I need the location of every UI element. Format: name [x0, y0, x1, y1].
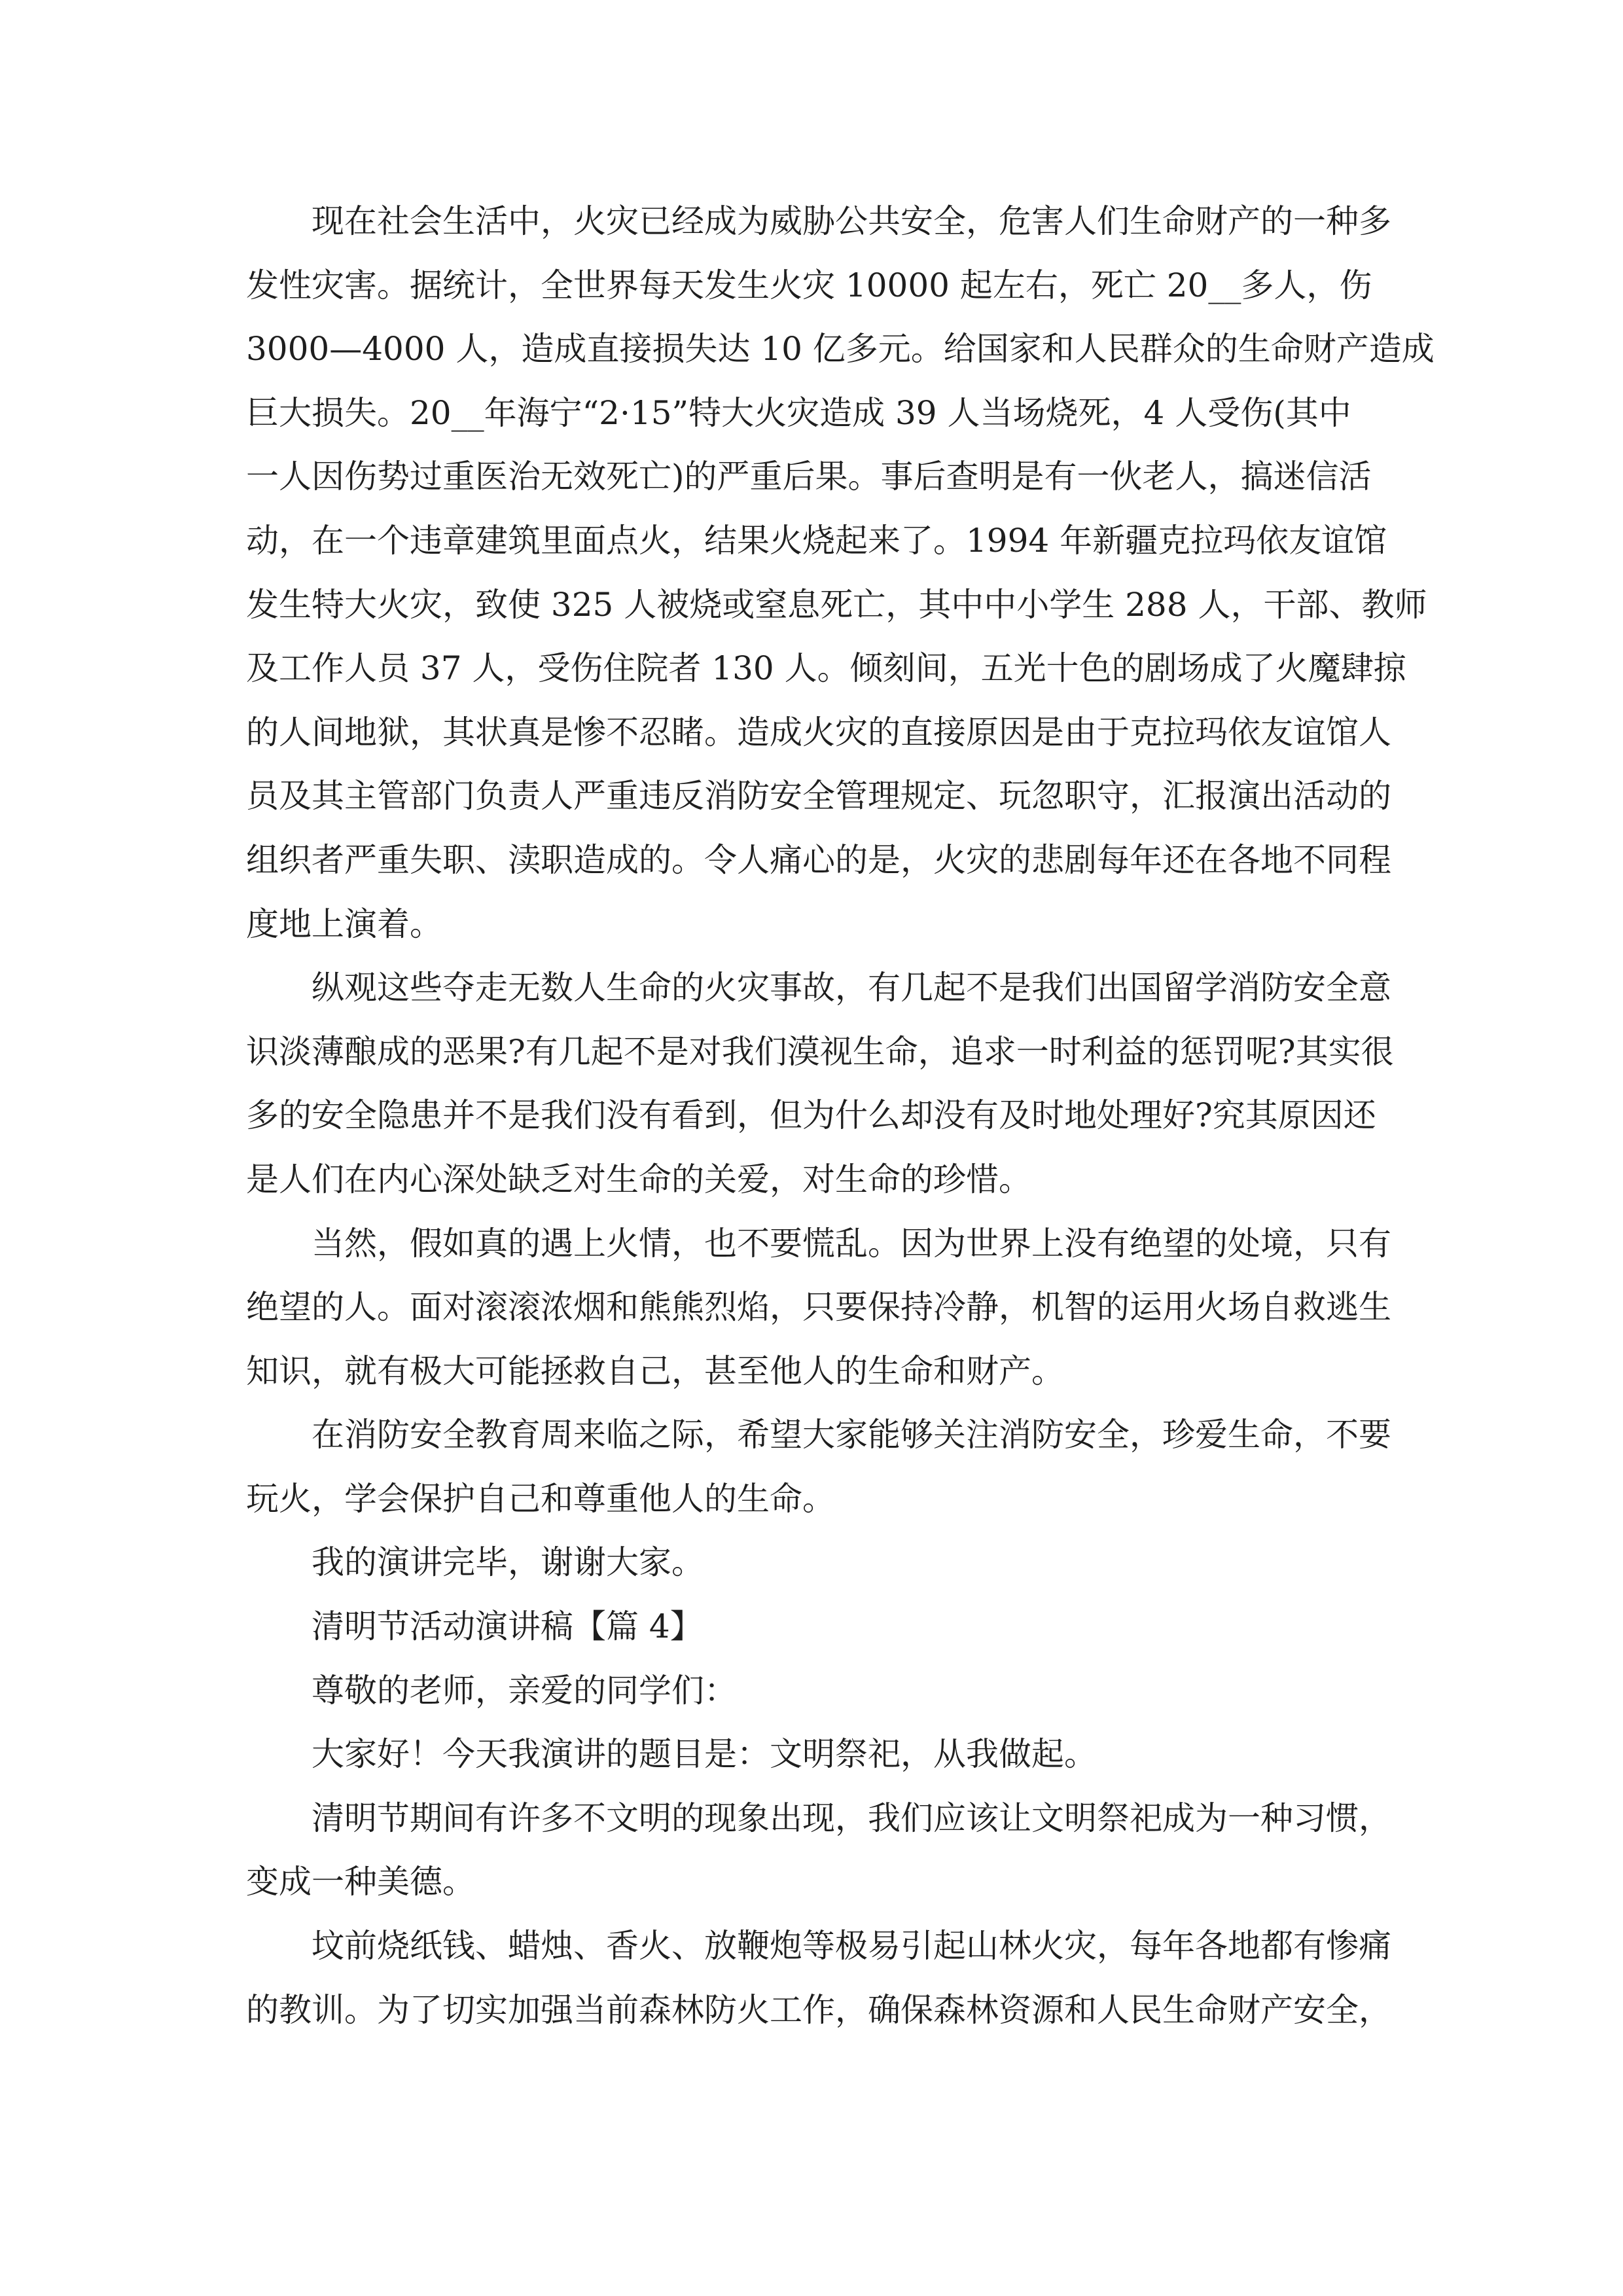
- text-line: 知识，就有极大可能拯救自己，甚至他人的生命和财产。: [246, 1352, 1064, 1390]
- text-line: 尊敬的老师，亲爱的同学们：: [312, 1671, 737, 1710]
- text-line: 识淡薄酿成的恶果?有几起不是对我们漠视生命，追求一时利益的惩罚呢?其实很: [246, 1032, 1394, 1071]
- text-line: 坟前烧纸钱、蜡烛、香火、放鞭炮等极易引起山林火灾，每年各地都有惨痛: [312, 1927, 1391, 1965]
- text-line: 及工作人员 37 人，受伤住院者 130 人。倾刻间，五光十色的剧场成了火魔肆掠: [246, 649, 1406, 688]
- text-line: 绝望的人。面对滚滚浓烟和熊熊烈焰，只要保持冷静，机智的运用火场自救逃生: [246, 1288, 1391, 1327]
- text-line: 当然，假如真的遇上火情，也不要慌乱。因为世界上没有绝望的处境，只有: [312, 1224, 1391, 1263]
- text-line: 大家好！今天我演讲的题目是：文明祭祀，从我做起。: [312, 1735, 1097, 1774]
- text-line: 我的演讲完毕，谢谢大家。: [312, 1543, 704, 1582]
- text-line: 玩火，学会保护自己和尊重他人的生命。: [246, 1479, 835, 1518]
- text-line: 的人间地狱，其状真是惨不忍睹。造成火灾的直接原因是由于克拉玛依友谊馆人: [246, 713, 1391, 751]
- text-line: 度地上演着。: [246, 905, 442, 943]
- text-line: 员及其主管部门负责人严重违反消防安全管理规定、玩忽职守，汇报演出活动的: [246, 777, 1391, 816]
- text-line: 是人们在内心深处缺乏对生命的关爱，对生命的珍惜。: [246, 1160, 1031, 1198]
- text-line: 发生特大火灾，致使 325 人被烧或窒息死亡，其中中小学生 288 人，干部、教师: [246, 585, 1427, 624]
- text-line: 现在社会生活中，火灾已经成为威胁公共安全，危害人们生命财产的一种多: [312, 202, 1391, 240]
- text-line: 变成一种美德。: [246, 1863, 475, 1901]
- text-line: 在消防安全教育周来临之际，希望大家能够关注消防安全，珍爱生命，不要: [312, 1416, 1391, 1454]
- text-line: 3000—4000 人，造成直接损失达 10 亿多元。给国家和人民群众的生命财产造成: [246, 330, 1435, 368]
- text-line: 组织者严重失职、渎职造成的。令人痛心的是，火灾的悲剧每年还在各地不同程: [246, 840, 1391, 879]
- text-line: 多的安全隐患并不是我们没有看到，但为什么却没有及时地处理好?究其原因还: [246, 1096, 1376, 1135]
- text-line: 发性灾害。据统计，全世界每天发生火灾 10000 起左右，死亡 20__多人，伤: [246, 266, 1372, 304]
- text-line: 巨大损失。20__年海宁“2·15”特大火灾造成 39 人当场烧死，4 人受伤(其中: [246, 393, 1351, 432]
- text-line: 清明节期间有许多不文明的现象出现，我们应该让文明祭祀成为一种习惯，: [312, 1799, 1391, 1837]
- text-line: 一人因伤势过重医治无效死亡)的严重后果。事后查明是有一伙老人，搞迷信活: [246, 457, 1372, 496]
- text-line: 动，在一个违章建筑里面点火，结果火烧起来了。1994 年新疆克拉玛依友谊馆: [246, 521, 1387, 560]
- document-body: [246, 190, 1435, 2042]
- text-line: 清明节活动演讲稿【篇 4】: [312, 1607, 703, 1646]
- text-line: 的教训。为了切实加强当前森林防火工作，确保森林资源和人民生命财产安全，: [246, 1990, 1391, 2029]
- text-line: 纵观这些夺走无数人生命的火灾事故，有几起不是我们出国留学消防安全意: [312, 969, 1391, 1007]
